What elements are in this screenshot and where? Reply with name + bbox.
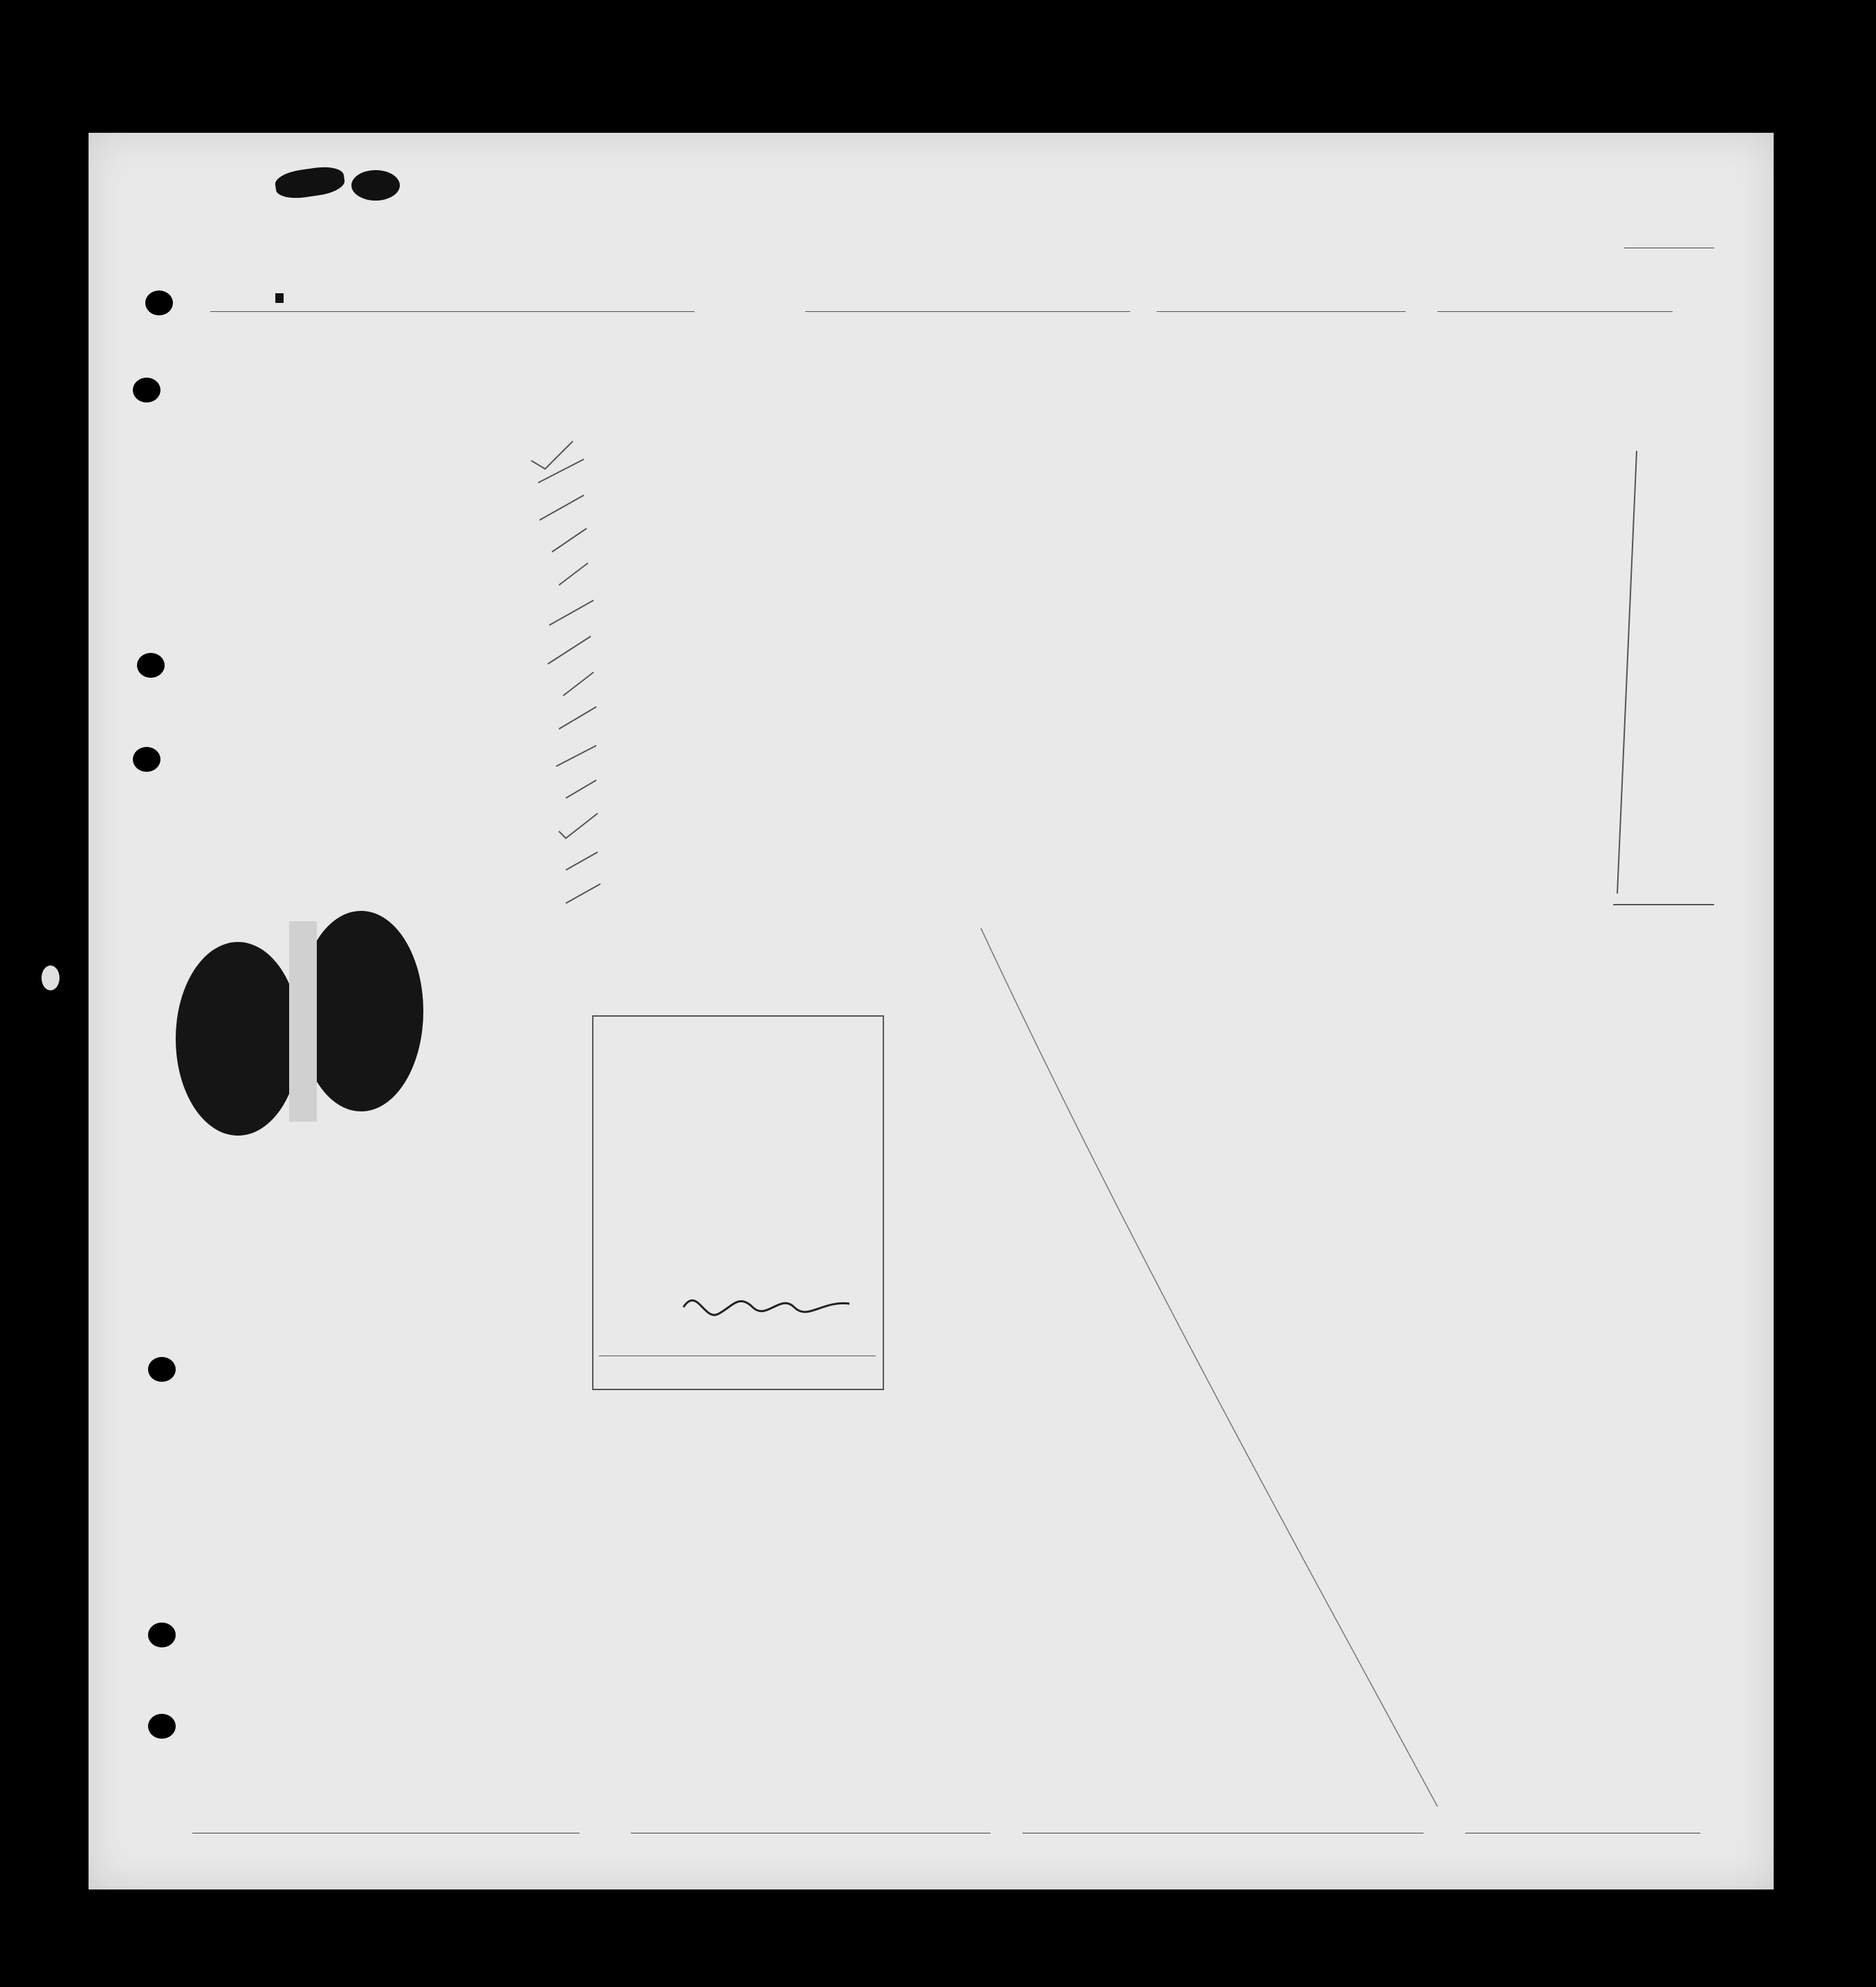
pen-strokes	[89, 133, 1774, 1889]
action-bracket	[1617, 451, 1637, 894]
punch-hole	[148, 1714, 176, 1739]
punch-hole	[133, 378, 160, 403]
punch-hole	[133, 747, 160, 772]
punch-hole	[148, 1623, 176, 1647]
check-marks	[531, 441, 600, 903]
punch-hole	[148, 1357, 176, 1382]
paper-fragment	[42, 965, 59, 990]
punch-hole	[137, 653, 165, 678]
consul-signature	[677, 1279, 856, 1342]
visa-stamp	[592, 1015, 884, 1390]
diagonal-line	[981, 928, 1437, 1806]
seal-emboss	[176, 911, 423, 1136]
manifest-sheet	[89, 133, 1774, 1889]
punch-hole	[145, 290, 173, 315]
